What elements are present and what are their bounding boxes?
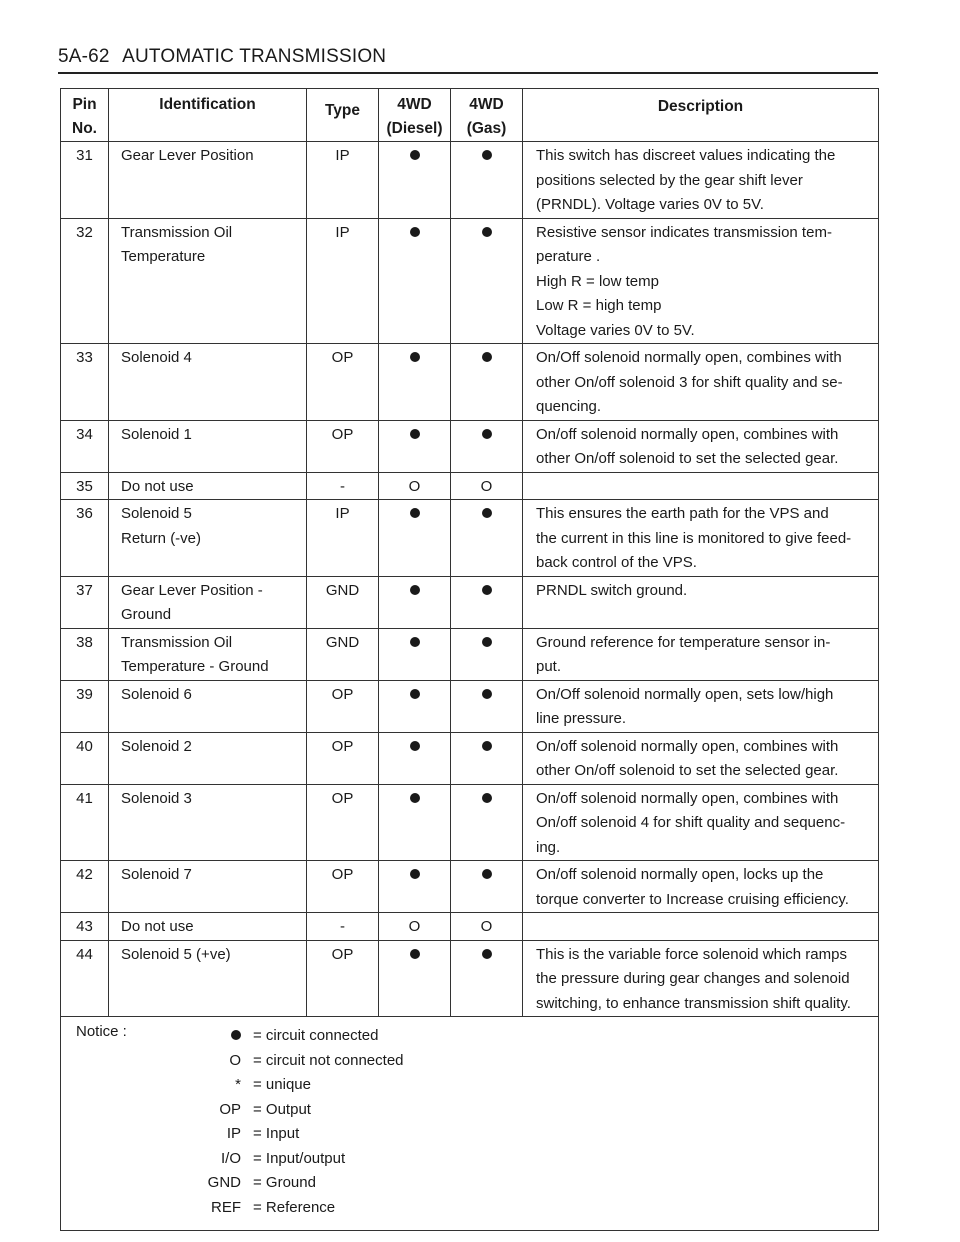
table-row (61, 500, 879, 577)
gas-dot-icon (482, 429, 492, 439)
legend-symbol: GND (207, 1174, 241, 1191)
signal-type: OP (307, 784, 379, 861)
col-header-identification (109, 89, 307, 142)
gas-connection (451, 472, 523, 500)
pin-number: 39 (61, 680, 109, 732)
identification-line: Temperature (121, 248, 206, 265)
col-header-type-label: Type (324, 102, 361, 119)
signal-type: IP (307, 500, 379, 577)
description (523, 218, 879, 344)
description-line: perature . (536, 248, 601, 265)
legend-meaning: = Input (253, 1125, 300, 1142)
gas-dot-icon (482, 227, 492, 237)
identification (109, 500, 307, 577)
legend-symbol (231, 1027, 241, 1044)
diesel-connection (379, 500, 451, 577)
legend-item (131, 1076, 431, 1100)
pin-number: 44 (61, 940, 109, 1017)
gas-dot-icon (482, 793, 492, 803)
table-row (61, 861, 879, 913)
table-row (61, 472, 879, 500)
description (523, 913, 879, 941)
description-line: This ensures the earth path for the VPS and (536, 505, 829, 522)
description-line: Voltage varies 0V to 5V. (536, 321, 695, 339)
identification (109, 784, 307, 861)
col-header-description-label: Description (657, 98, 744, 115)
legend-item (131, 1052, 431, 1076)
description-line: On/Off solenoid normally open, combines with (536, 349, 842, 366)
description-line: other On/off solenoid to set the selected gear. (536, 762, 839, 779)
description-line: This switch has discreet values indicating the (536, 147, 836, 164)
gas-connection (451, 861, 523, 913)
gas-connection (451, 940, 523, 1017)
identification-line: Transmission Oil (121, 223, 233, 241)
pin-number: 36 (61, 500, 109, 577)
description (523, 472, 879, 500)
identification-line: Gear Lever Position (121, 147, 254, 164)
identification (109, 732, 307, 784)
col-header-pin (61, 89, 109, 142)
pin-number: 40 (61, 732, 109, 784)
col-header-pin-line: Pin (72, 96, 97, 113)
legend-meaning: = Input/output (253, 1149, 346, 1167)
legend-symbol: OP (219, 1100, 241, 1118)
signal-type: OP (307, 732, 379, 784)
diesel-dot-icon (410, 869, 420, 879)
gas-dot-icon (482, 585, 492, 595)
diesel-dot-icon (410, 352, 420, 362)
description-line: On/off solenoid normally open, combines with (536, 425, 839, 443)
legend-meaning: = Reference (253, 1198, 336, 1216)
gas-connection (451, 913, 523, 941)
gas-dot-icon (482, 689, 492, 699)
diesel-not-connected: O (408, 477, 421, 495)
description (523, 784, 879, 861)
legend-symbol: O (229, 1051, 241, 1069)
pin-rows (61, 142, 879, 1017)
diesel-dot-icon (410, 150, 420, 160)
description (523, 628, 879, 680)
description-line: Resistive sensor indicates transmission tem- (536, 223, 832, 241)
gas-connection (451, 344, 523, 421)
identification-line: Solenoid 7 (121, 866, 192, 883)
table-row (61, 940, 879, 1017)
notice-title: Notice : (76, 1023, 127, 1040)
description (523, 142, 879, 219)
pin-table (60, 88, 879, 1231)
gas-dot-icon (482, 352, 492, 362)
diesel-dot-icon (410, 637, 420, 647)
description-line: (PRNDL). Voltage varies 0V to 5V. (536, 196, 764, 213)
legend-meaning: = unique (253, 1076, 311, 1093)
identification-line: Solenoid 5 (+ve) (121, 945, 231, 963)
gas-dot-icon (482, 508, 492, 518)
description-line: On/off solenoid normally open, locks up the (536, 866, 824, 883)
description-line: High R = low temp (536, 272, 659, 290)
description-line: back control of the VPS. (536, 554, 697, 571)
identification (109, 344, 307, 421)
gas-connection (451, 142, 523, 219)
description (523, 420, 879, 472)
diesel-connection (379, 142, 451, 219)
legend-symbol: IP (226, 1125, 241, 1142)
pin-number: 37 (61, 576, 109, 628)
identification (109, 218, 307, 344)
diesel-dot-icon (410, 508, 420, 518)
description-line: line pressure. (536, 710, 627, 727)
notice (61, 1017, 878, 1230)
table-row (61, 142, 879, 219)
legend-symbol: I/O (220, 1149, 241, 1167)
diesel-dot-icon (410, 585, 420, 595)
col-header-gas-line: 4WD (469, 96, 504, 113)
description-line: PRNDL switch ground. (536, 581, 688, 599)
diesel-connection (379, 420, 451, 472)
description-line: positions selected by the gear shift lever (536, 171, 803, 189)
diesel-connection (379, 344, 451, 421)
identification-line: Gear Lever Position - (121, 581, 263, 599)
table-row (61, 732, 879, 784)
description-line: Ground reference for temperature sensor in- (536, 633, 831, 651)
col-header-diesel-line: (Diesel) (386, 120, 443, 137)
description-line: other On/off solenoid 3 for shift quality and se- (536, 373, 843, 391)
identification-line: Do not use (121, 918, 194, 935)
signal-type: - (307, 472, 379, 500)
col-header-description (523, 89, 879, 142)
identification (109, 680, 307, 732)
page-header (58, 46, 386, 68)
legend-symbol: * (235, 1076, 241, 1093)
col-header-diesel (379, 89, 451, 142)
pin-number: 33 (61, 344, 109, 421)
description (523, 680, 879, 732)
signal-type: OP (307, 344, 379, 421)
gas-connection (451, 218, 523, 344)
description (523, 732, 879, 784)
identification-line: Transmission Oil (121, 633, 233, 651)
diesel-connection (379, 576, 451, 628)
table-row (61, 420, 879, 472)
signal-type: - (307, 913, 379, 941)
gas-connection (451, 680, 523, 732)
gas-dot-icon (482, 637, 492, 647)
gas-dot-icon (482, 949, 492, 959)
description-line: ing. (536, 838, 561, 856)
diesel-dot-icon (410, 949, 420, 959)
legend-item (131, 1125, 431, 1149)
identification (109, 940, 307, 1017)
gas-dot-icon (482, 150, 492, 160)
header-rule (58, 72, 878, 74)
gas-dot-icon (482, 741, 492, 751)
description-line: On/off solenoid 4 for shift quality and sequenc- (536, 814, 846, 831)
identification-line: Solenoid 1 (121, 425, 192, 443)
table-row (61, 344, 879, 421)
legend-meaning: = circuit connected (253, 1027, 379, 1044)
identification-line: Do not use (121, 477, 194, 495)
diesel-dot-icon (410, 227, 420, 237)
pin-number: 42 (61, 861, 109, 913)
table-row (61, 680, 879, 732)
identification-line: Solenoid 2 (121, 737, 192, 755)
description-line: quencing. (536, 398, 602, 415)
identification (109, 142, 307, 219)
description-line: This is the variable force solenoid which ramps (536, 945, 847, 963)
description-line: the current in this line is monitored to give feed- (536, 529, 852, 547)
description-line: put. (536, 658, 562, 675)
description-line: On/off solenoid normally open, combines with (536, 737, 839, 755)
legend-item (131, 1199, 431, 1223)
gas-not-connected: O (480, 918, 493, 935)
gas-dot-icon (482, 869, 492, 879)
description (523, 576, 879, 628)
gas-connection (451, 500, 523, 577)
identification (109, 420, 307, 472)
identification-line: Solenoid 4 (121, 349, 192, 366)
identification-line: Return (-ve) (121, 529, 202, 547)
table-header-row (61, 89, 879, 142)
connected-dot-icon (231, 1030, 241, 1040)
diesel-dot-icon (410, 429, 420, 439)
notice-row (61, 1017, 879, 1231)
description (523, 344, 879, 421)
diesel-dot-icon (410, 689, 420, 699)
table-row (61, 913, 879, 941)
description-line: torque converter to Increase cruising efficiency. (536, 890, 849, 908)
description-line: Low R = high temp (536, 297, 662, 314)
legend-item (131, 1101, 431, 1125)
gas-not-connected: O (480, 477, 493, 495)
notice-cell (61, 1017, 879, 1231)
identification (109, 472, 307, 500)
legend-item (131, 1174, 431, 1198)
signal-type: IP (307, 142, 379, 219)
description (523, 861, 879, 913)
pin-number: 31 (61, 142, 109, 219)
diesel-dot-icon (410, 741, 420, 751)
gas-connection (451, 628, 523, 680)
identification-line: Solenoid 6 (121, 685, 192, 703)
section-title: AUTOMATIC TRANSMISSION (122, 46, 387, 67)
diesel-connection (379, 913, 451, 941)
description (523, 940, 879, 1017)
signal-type: IP (307, 218, 379, 344)
table-row (61, 784, 879, 861)
identification (109, 628, 307, 680)
col-header-pin-line: No. (72, 120, 97, 137)
signal-type: GND (307, 628, 379, 680)
diesel-connection (379, 472, 451, 500)
diesel-connection (379, 784, 451, 861)
signal-type: OP (307, 861, 379, 913)
diesel-connection (379, 940, 451, 1017)
diesel-not-connected: O (408, 918, 421, 935)
pin-number: 38 (61, 628, 109, 680)
gas-connection (451, 576, 523, 628)
signal-type: OP (307, 940, 379, 1017)
description-line: On/Off solenoid normally open, sets low/high (536, 685, 834, 703)
legend-item (131, 1027, 431, 1051)
identification (109, 913, 307, 941)
col-header-type (307, 89, 379, 142)
identification-line: Ground (121, 606, 172, 623)
pin-number: 34 (61, 420, 109, 472)
legend-meaning: = circuit not connected (253, 1051, 404, 1069)
gas-connection (451, 784, 523, 861)
page-code: 5A-62 (58, 46, 110, 67)
diesel-connection (379, 861, 451, 913)
table-row (61, 628, 879, 680)
col-header-identification-label: Identification (159, 96, 256, 113)
legend-symbol: REF (211, 1198, 241, 1216)
legend-meaning: = Output (253, 1100, 311, 1118)
col-header-gas (451, 89, 523, 142)
legend-item (131, 1150, 431, 1174)
col-header-gas-line: (Gas) (466, 120, 507, 137)
diesel-dot-icon (410, 793, 420, 803)
diesel-connection (379, 628, 451, 680)
pin-number: 35 (61, 472, 109, 500)
identification-line: Solenoid 5 (121, 505, 192, 522)
signal-type: OP (307, 680, 379, 732)
pin-number: 32 (61, 218, 109, 344)
diesel-connection (379, 218, 451, 344)
diesel-connection (379, 680, 451, 732)
table-row (61, 218, 879, 344)
pin-number: 43 (61, 913, 109, 941)
description-line: the pressure during gear changes and solenoid (536, 970, 850, 987)
description-line: On/off solenoid normally open, combines with (536, 789, 839, 807)
gas-connection (451, 420, 523, 472)
col-header-diesel-line: 4WD (397, 96, 432, 113)
identification-line: Solenoid 3 (121, 789, 192, 807)
description (523, 500, 879, 577)
diesel-connection (379, 732, 451, 784)
identification-line: Temperature - Ground (121, 658, 269, 675)
signal-type: OP (307, 420, 379, 472)
identification (109, 861, 307, 913)
gas-connection (451, 732, 523, 784)
description-line: other On/off solenoid to set the selected gear. (536, 450, 839, 467)
table-row (61, 576, 879, 628)
description-line: switching, to enhance transmission shift quality. (536, 994, 851, 1012)
pin-number: 41 (61, 784, 109, 861)
signal-type: GND (307, 576, 379, 628)
identification (109, 576, 307, 628)
legend-meaning: = Ground (253, 1174, 316, 1191)
